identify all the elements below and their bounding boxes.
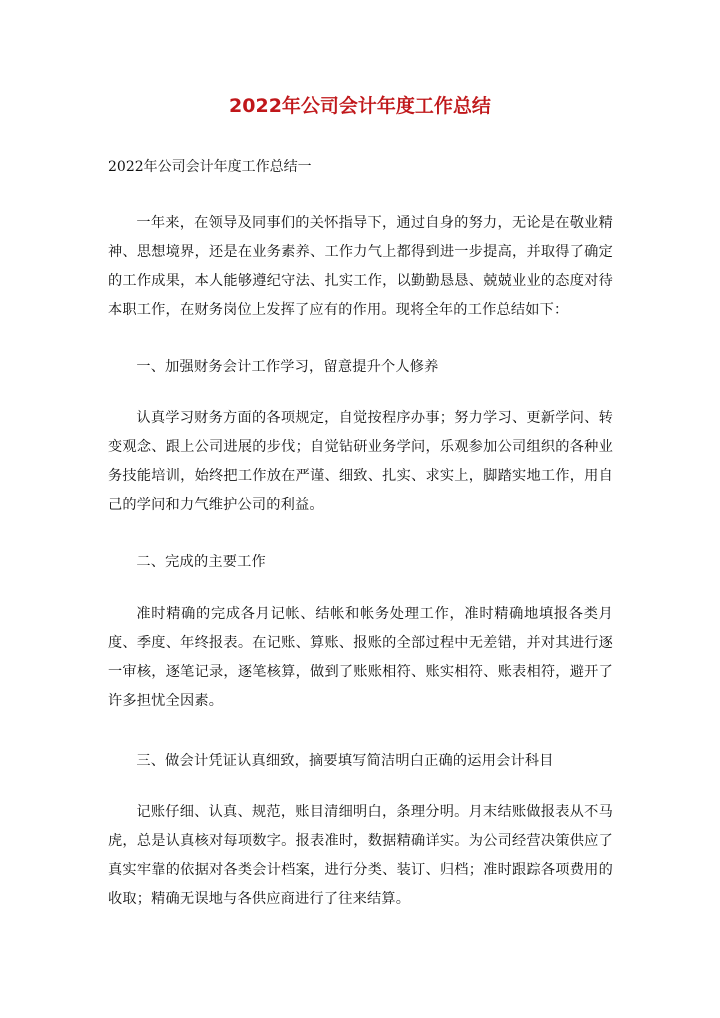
section-3-body: 记账仔细、认真、规范，账目清细明白，条理分明。月末结账做报表从不马虎，总是认真核对每项数字。报表准时，数据精确详实。为公司经营决策供应了真实牢靠的依据对各类会计档案，进行分类、装订、归档；准时跟踪各项费用的收取；精确无误地与各供应商进行了往来结算。	[108, 804, 613, 907]
document-title: 2022年公司会计年度工作总结	[229, 95, 491, 117]
section-1-heading: 一、加强财务会计工作学习，留意提升个人修养	[136, 359, 439, 375]
section-2-body: 准时精确的完成各月记帐、结帐和帐务处理工作，准时精确地填报各类月度、季度、年终报表。在记账、算账、报账的全部过程中无差错，并对其进行逐一审核，逐笔记录，逐笔核算，做到了账账相符、账实相符、账表相符，避开了许多担忧全因素。	[108, 606, 613, 709]
section-3-heading: 三、做会计凭证认真细致，摘要填写简洁明白正确的运用会计科目	[136, 753, 554, 769]
section-1-body: 认真学习财务方面的各项规定，自觉按程序办事；努力学习、更新学问、转变观念、跟上公司进展的步伐；自觉钻研业务学问，乐观参加公司组织的各种业务技能培训，始终把工作放在严谨、细致、扎实、求实上，脚踏实地工作，用自己的学问和力气维护公司的利益。	[108, 410, 613, 513]
intro-paragraph: 一年来，在领导及同事们的关怀指导下，通过自身的努力，无论是在敬业精神、思想境界，还是在业务素养、工作力气上都得到进一步提高，并取得了确定的工作成果，本人能够遵纪守法、扎实工作，以勤勤恳恳、兢兢业业的态度对待本职工作，在财务岗位上发挥了应有的作用。现将全年的工作总结如下：	[108, 215, 613, 318]
section-2-heading: 二、完成的主要工作	[136, 554, 266, 570]
document-subtitle: 2022年公司会计年度工作总结一	[108, 159, 312, 175]
